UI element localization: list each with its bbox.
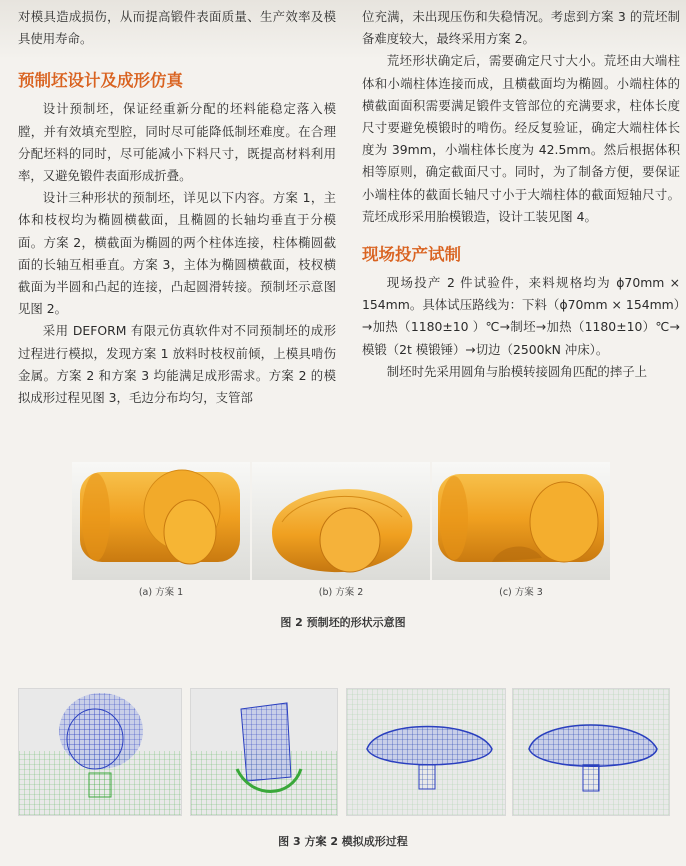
right-paragraph-0: 位充满，未出现压伤和失稳情况。考虑到方案 3 的荒坯制备难度较大，最终采用方案 2。 bbox=[362, 9, 680, 47]
figure-2a-image bbox=[72, 462, 250, 580]
left-paragraph-2: 设计三种形状的预制坯，详见以下内容。方案 1，主体和枝杈均为椭圆横截面，且椭圆的长轴均垂直于分模面。方案 2，横截面为椭圆的两个柱体连接，柱体椭圆截面的长轴互相垂直。方案 3，主体为椭圆横截面，枝杈横截面为半圆和凸起的连接，凸起圆滑转接。预制坯示意图见图 2。 bbox=[18, 190, 336, 317]
section-heading-trial: 现场投产试制 bbox=[362, 245, 461, 265]
figure-2a-label: (a) 方案 1 bbox=[138, 587, 184, 598]
left-column bbox=[18, 6, 336, 409]
left-paragraph-3: 采用 DEFORM 有限元仿真软件对不同预制坯的成形过程进行模拟，发现方案 1 放料时枝杈前倾，上模具啃伤金属。方案 2 和方案 3 均能满足成形需求。方案 2 的模拟成形过程见图 3，毛边分布均匀，支管部 bbox=[18, 323, 336, 406]
simulation-step-3-render bbox=[347, 689, 506, 816]
figure-2c-label: (c) 方案 3 bbox=[499, 587, 543, 598]
figure-3 bbox=[18, 688, 670, 818]
right-column bbox=[362, 6, 680, 383]
figure-2b-label: (b) 方案 2 bbox=[318, 587, 364, 598]
figure-2-caption: 图 2 预制坯的形状示意图 bbox=[280, 616, 406, 629]
figure-3-step-3 bbox=[346, 688, 506, 816]
section-heading-preform: 预制坯设计及成形仿真 bbox=[18, 71, 183, 91]
right-paragraph-1: 荒坯形状确定后，需要确定尺寸大小。荒坯由大端柱体和小端柱体连接而成，且横截面均为椭圆。小端柱体的横截面面积需要满足锻件支管部位的充满要求，柱体长度尺寸要避免模锻时的啃伤。经反复验证，确定大端柱体长度为 39mm，小端柱体长度为 42.5mm。然后根据体积相等原则，确定截面尺寸。同时，为了制备方便，要保证小端柱体的截面长轴尺寸小于大端柱体的截面短轴尺寸。荒坯成形采用胎模锻造，设计工装见图 4。 bbox=[362, 53, 680, 224]
figure-3-caption: 图 3 方案 2 模拟成形过程 bbox=[278, 835, 408, 848]
left-paragraph-0: 对模具造成损伤，从而提高锻件表面质量、生产效率及模具使用寿命。 bbox=[18, 9, 336, 47]
figure-2 bbox=[72, 462, 612, 637]
figure-3-step-2 bbox=[190, 688, 338, 816]
preform-scheme-1-render bbox=[72, 462, 250, 580]
figure-2c-image bbox=[432, 462, 610, 580]
simulation-step-1-render bbox=[19, 689, 182, 816]
figure-2b-image bbox=[252, 462, 430, 580]
simulation-step-2-render bbox=[191, 689, 338, 816]
figure-3-step-4 bbox=[512, 688, 670, 816]
right-paragraph-3: 制坯时先采用圆角与胎模转接圆角匹配的摔子上 bbox=[386, 363, 647, 379]
right-paragraph-2: 现场投产 2 件试验件，来料规格均为 ϕ70mm × 154mm。具体试压路线为：下料（ϕ70mm × 154mm）→加热（1180±10 ）℃→制坯→加热（1180±10）℃→模锻（2t 模锻锤）→切边（2500kN 冲床）。 bbox=[362, 275, 680, 357]
left-paragraph-1: 设计预制坯，保证经重新分配的坯料能稳定落入模膛，并有效填充型腔，同时尽可能降低制坯难度。在合理分配坯料的同时，尽可能减小下料尺寸，既提高材料利用率，又避免锻件表面形成折叠。 bbox=[18, 101, 336, 184]
preform-scheme-2-render bbox=[252, 462, 430, 580]
figure-3-step-1 bbox=[18, 688, 182, 816]
simulation-step-4-render bbox=[513, 689, 670, 816]
preform-scheme-3-render bbox=[432, 462, 610, 580]
